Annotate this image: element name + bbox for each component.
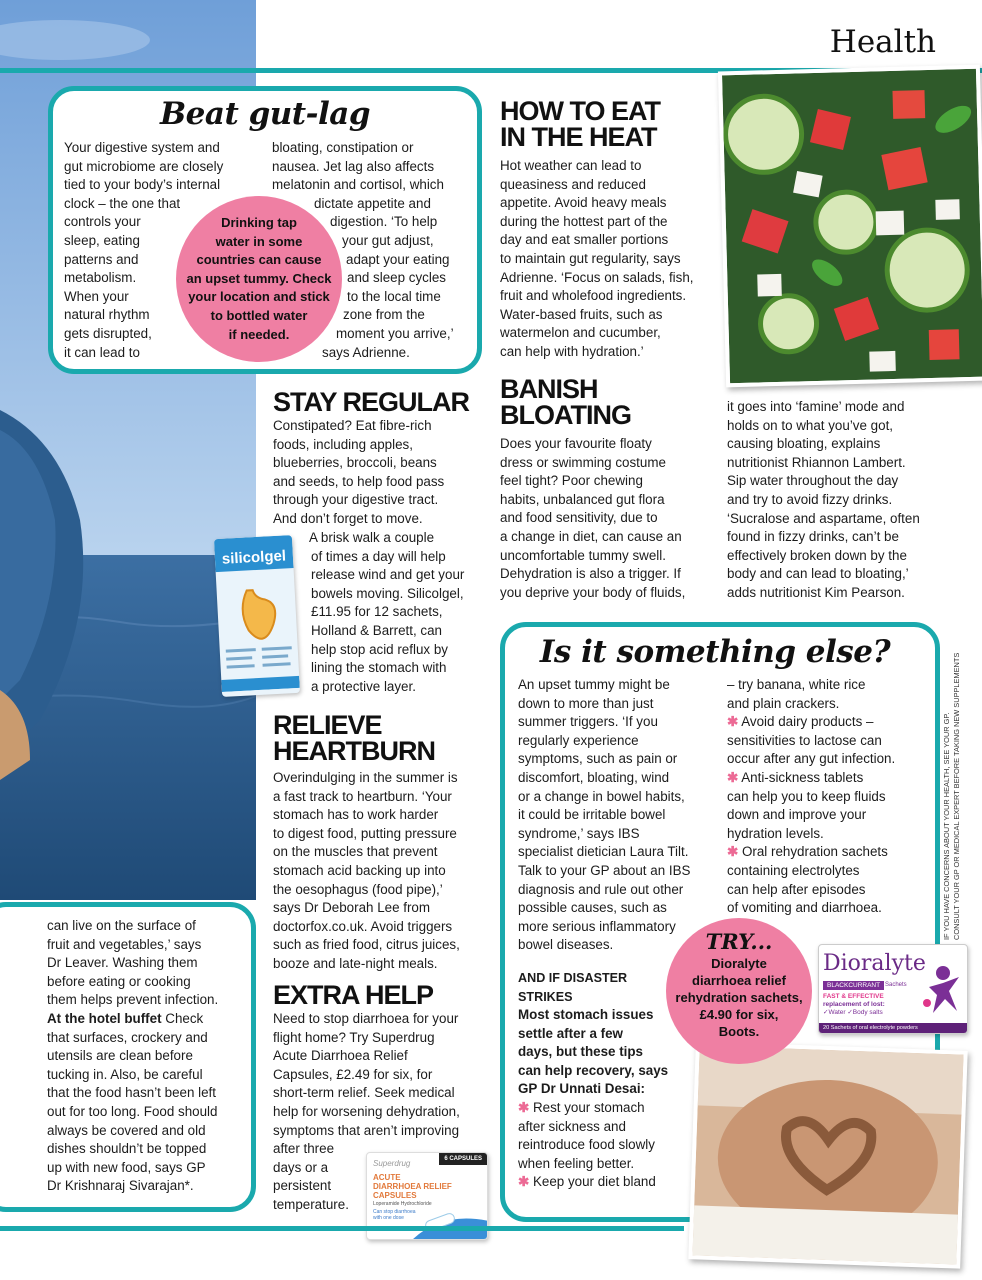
text-line: Need to stop diarrhoea for your [273,1011,459,1026]
text-line: ‘Sucralose and aspartame, often [727,510,920,526]
text-line: before eating or cooking [47,973,191,989]
text-line: feel tight? Poor chewing [500,473,643,489]
text-line: lining the stomach with [311,660,447,676]
asterisk-icon: ✱ [727,714,739,730]
text-line: during the hottest part of the [500,213,668,229]
callout-line: £4.90 for six, [699,1007,779,1022]
pack-name-line: ACUTE [373,1173,401,1182]
pack-note-line: Can stop diarrhoea [373,1209,416,1215]
callout-line: diarrhoea relief [692,973,786,988]
text-line: moment you arrive,’ [336,325,454,341]
bloating-col2 [727,398,967,603]
buffet-subhead: At the hotel buffet [47,1010,162,1026]
tummy-photo [688,1041,967,1268]
text-line: tucking in. Also, be careful [47,1066,203,1082]
pack-name-line: CAPSULES [373,1191,417,1200]
callout-line: to bottled water [210,307,308,323]
pack-brand: Superdrug [373,1159,411,1168]
text-line: Talk to your GP about an IBS [518,862,691,878]
text-line: can help recovery, says [518,1062,669,1078]
text-line: them helps prevent infection. [47,992,219,1008]
text-line: fruit and wholefood ingredients. [500,288,687,304]
text-line: bowel diseases. [518,937,614,953]
text-line: release wind and get your [311,567,465,583]
text-line: Oral rehydration sachets [741,844,888,860]
disclaimer-line: CONSULT YOUR GP OR MEDICAL EXPERT BEFORE TAKING NEW SUPPLEMENTS [952,652,961,940]
text-line: controls your [64,214,141,230]
text-line: Constipated? Eat fibre-rich [273,418,432,433]
text-line: doctorfox.co.uk. Avoid triggers [273,918,453,934]
text-line: a change in diet, can cause an [500,528,682,544]
text-line: queasiness and reduced [500,176,646,192]
something-else-col2 [727,676,927,918]
text-line: when feeling better. [518,1155,635,1171]
text-line: days or a [273,1159,329,1175]
text-line: dress or swimming costume [500,454,666,470]
heartburn-title [273,712,435,764]
buffet-body [47,917,247,1196]
footer-rule [0,1226,684,1231]
text-line: causing bloating, explains [727,436,881,452]
text-line: can help with hydration.’ [500,343,644,359]
text-line: A brisk walk a couple [309,530,435,545]
text-line: melatonin and cortisol, which [272,177,444,193]
text-line: Rest your stomach [532,1100,645,1116]
text-line: and food sensitivity, due to [500,510,658,526]
claim-line: replacement of lost: [823,1001,885,1008]
text-line: flight home? Try Superdrug [273,1029,435,1045]
callout-line: water in some [215,233,303,249]
text-line: gets disrupted, [64,325,152,341]
text-line: – try banana, white rice [727,677,866,692]
bloating-title [500,376,631,428]
text-line: regularly experience [518,732,639,748]
tap-water-callout [176,196,342,362]
text-line: and seeds, to help food pass [273,473,445,489]
text-line: foods, including apples, [273,436,413,452]
text-line: body and can lead to bloating,’ [727,566,909,582]
text-line: Acute Diarrhoea Relief [273,1048,408,1064]
text-line: can live on the surface of [47,918,196,933]
buffet-inline: Check [165,1010,204,1026]
text-line: habits, unbalanced gut flora [500,491,665,507]
salad-photo [718,65,982,388]
text-line: symptoms that aren’t improving [273,1122,460,1138]
text-line: and sleep cycles [347,270,446,286]
text-line: fruit and vegetables,’ says [47,936,202,952]
hot-title [500,98,660,150]
text-line: Adrienne. ‘Focus on salads, fish, [500,269,694,285]
text-line: uncomfortable tummy swell. [500,547,666,563]
text-line: it could be irritable bowel [518,807,666,823]
text-line: of vomiting and diarrhoea. [727,900,882,916]
text-line: the oesophagus (food pipe),’ [273,881,443,897]
text-line: digestion. ‘To help [330,214,438,230]
text-line: booze and late-night meals. [273,955,438,971]
text-line: metabolism. [64,270,137,286]
text-line: always be covered and old [47,1122,206,1138]
text-line: out for too long. Food should [47,1103,218,1119]
text-line: £11.95 for 12 sachets, [311,604,443,620]
text-line: up with new food, says GP [47,1159,206,1175]
text-line: that the food hasn’t been left [47,1085,216,1101]
text-line: Keep your diet bland [532,1174,656,1190]
dioralyte-claim [823,993,885,1017]
text-line: reintroduce food slowly [518,1137,655,1153]
pack-name [373,1173,452,1200]
text-line: clock – the one that [64,195,181,211]
text-line: after sickness and [518,1118,626,1134]
text-line: of times a day will help [311,548,446,564]
text-line: it can lead to [64,344,140,360]
text-line: possible causes, such as [518,900,667,916]
text-line: occur after any gut infection. [727,751,896,767]
text-line: and plain crackers. [727,695,840,711]
text-line [47,1010,247,1029]
text-line: Overindulging in the summer is [273,770,458,785]
try-callout [666,918,812,1064]
disclaimer-line: IF YOU HAVE CONCERNS ABOUT YOUR HEALTH, SEE YOUR GP. [942,712,951,940]
pack-note-line: with one dose [373,1215,404,1221]
text-line: syndrome,’ says IBS [518,825,640,841]
text-line: down to more than just [518,695,654,711]
text-line: specialist dietician Laura Tilt. [518,844,689,860]
text-line: diagnosis and rule out other [518,881,684,897]
text-line: a fast track to heartburn. ‘Your [273,788,452,804]
text-line: on the muscles that prevent [273,844,438,860]
text-line: nausea. Jet lag also affects [272,158,435,174]
dioralyte-sachets: Sachets [885,982,907,988]
text-line: hydration levels. [727,825,824,841]
tip-sachets [727,843,927,862]
text-line: a protective layer. [311,678,416,694]
text-line: holds on to what you’ve got, [727,417,894,433]
text-line: your gut adjust, [342,232,434,248]
text-line: that surfaces, crockery and [47,1029,208,1045]
text-line: stomach acid backing up into [273,862,446,878]
text-line: short-term relief. Seek medical [273,1085,455,1101]
text-line: found in fizzy drinks, can’t be [727,529,899,545]
claim-line: ✓Water ✓Body salts [823,1009,883,1016]
text-line: dictate appetite and [314,195,431,211]
text-line: and try to avoid fizzy drinks. [727,491,893,507]
callout-line: countries can cause [196,252,322,268]
text-line: it goes into ‘famine’ mode and [727,399,905,414]
regular-body-a [273,417,493,529]
text-line: containing electrolytes [727,862,860,878]
silicolgel-stomach-icon [216,568,300,692]
text-line: Avoid dairy products – [741,714,874,730]
text-line: symptoms, such as pain or [518,751,678,767]
asterisk-icon: ✱ [727,769,739,785]
text-line: can help you to keep fluids [727,788,886,804]
text-line: utensils are clean before [47,1048,193,1064]
text-line: Holland & Barrett, can [311,622,442,638]
something-else-title: Is it something else? [539,634,891,670]
text-line: or a change in bowel habits, [518,788,685,804]
text-line: patterns and [64,251,139,267]
text-line: natural rhythm [64,307,150,323]
text-line: Hot weather can lead to [500,158,642,173]
pack-name-line: DIARRHOEA RELIEF [373,1182,452,1191]
pack-count: 6 CAPSULES [439,1153,487,1165]
text-line: Sip water throughout the day [727,473,899,489]
text-line: Capsules, £2.49 for six, for [273,1066,433,1082]
text-line: after three [273,1141,335,1157]
tip-rest [518,1099,718,1118]
title-line: BANISH [500,374,598,404]
text-line: bowels moving. Silicolgel, [311,585,464,601]
text-line: can help after episodes [727,881,866,897]
asterisk-icon: ✱ [727,844,739,860]
section-label: Health [829,24,936,60]
text-line: sensitivities to lactose can [727,732,882,748]
text-line: sleep, eating [64,232,140,248]
title-line: HOW TO EAT [500,96,660,126]
pack-note [373,1209,416,1221]
dioralyte-figure-icon [919,963,965,1019]
salad-illustration [722,69,982,384]
dioralyte-pack [818,944,968,1034]
tip-dairy [727,713,927,732]
title-line: IN THE HEAT [500,122,657,152]
text-line: to digest food, putting pressure [273,825,457,841]
text-line: adds nutritionist Kim Pearson. [727,584,905,600]
claim-line: FAST & EFFECTIVE [823,993,884,1000]
title-line: HEARTBURN [273,736,435,766]
text-line: zone from the [343,307,425,323]
text-line: to maintain gut regularity, says [500,250,681,266]
text-line: GP Dr Unnati Desai: [518,1081,645,1097]
callout-line: Boots. [718,1024,760,1039]
bloating-col1 [500,435,720,602]
tummy-illustration [692,1045,963,1264]
text-line: Water-based fruits, such as [500,306,663,322]
text-line: temperature. [273,1196,349,1212]
try-title: TRY... [705,929,773,954]
dioralyte-flavour: BLACKCURRANT [823,981,884,990]
disclaimer [942,610,962,940]
dioralyte-brand: Dioralyte [823,951,926,976]
text-line: persistent [273,1178,332,1194]
text-line: An upset tummy might be [518,677,670,692]
callout-line: an upset tummy. Check [186,270,332,286]
text-line: appetite. Avoid heavy meals [500,195,667,211]
pack-sub: Loperamide Hydrochloride [373,1201,432,1207]
callout-line: your location and stick [188,289,330,305]
text-line: AND IF DISASTER [518,970,628,985]
text-line: settle after a few [518,1025,623,1041]
heartburn-body [273,769,493,974]
regular-body-b [311,529,491,696]
text-line: When your [64,288,129,304]
dioralyte-footer: 20 Sachets of oral electrolyte powders [819,1023,967,1033]
text-line: blueberries, broccoli, beans [273,455,437,471]
text-line: watermelon and cucumber, [500,325,661,341]
callout-line: if needed. [228,326,290,342]
text-line: days, but these tips [518,1044,644,1060]
silicolgel-brand: silicolgel [214,535,294,572]
regular-title: STAY REGULAR [273,387,470,417]
text-line: bloating, constipation or [272,140,414,155]
text-line: Dr Krishnaraj Sivarajan*. [47,1178,194,1194]
callout-line: Dioralyte [711,956,767,971]
gut-lag-title: Beat gut-lag [159,96,371,132]
text-line: gut microbiome are closely [64,158,224,174]
callout-line: rehydration sachets, [675,990,803,1005]
text-line: Dr Leaver. Washing them [47,955,198,971]
text-line: such as fried food, citrus juices, [273,937,460,953]
text-line: Does your favourite floaty [500,436,652,451]
asterisk-icon: ✱ [518,1100,530,1116]
text-line: summer triggers. ‘If you [518,714,658,730]
text-line: help for worsening dehydration, [273,1103,460,1119]
text-line: effectively broken down by the [727,547,907,563]
text-line: down and improve your [727,807,867,823]
text-line: Your digestive system and [64,140,220,155]
text-line: more serious inflammatory [518,918,676,934]
text-line: Most stomach issues [518,1007,654,1023]
tip-tablets [727,769,927,788]
text-line: adapt your eating [346,251,450,267]
text-line: says Dr Deborah Lee from [273,900,431,916]
tip-bland [518,1173,718,1192]
text-line: tied to your body’s internal [64,177,221,193]
text-line: nutritionist Rhiannon Lambert. [727,454,906,470]
silicolgel-pack [214,535,300,697]
text-line: day and eat smaller portions [500,232,669,248]
text-line: Dehydration is also a trigger. If [500,566,681,582]
text-line: to the local time [347,288,441,304]
text-line: And don’t forget to move. [273,510,423,526]
title-line: RELIEVE [273,710,382,740]
text-line: STRIKES [518,989,573,1004]
text-line: help stop acid reflux by [311,641,448,657]
hot-body [500,157,720,362]
text-line: says Adrienne. [322,344,410,360]
asterisk-icon: ✱ [518,1174,530,1190]
text-line: stomach has to work harder [273,807,439,823]
text-line: discomfort, bloating, wind [518,769,670,785]
title-line: BLOATING [500,400,631,430]
text-line: dishes shouldn’t be topped [47,1141,207,1157]
extra-title: EXTRA HELP [273,980,434,1010]
text-line: you deprive your body of fluids, [500,584,686,600]
capsule-icon [411,1201,488,1240]
text-line: through your digestive tract. [273,492,439,508]
text-line: Anti-sickness tablets [741,769,864,785]
callout-line: Drinking tap [221,215,297,230]
